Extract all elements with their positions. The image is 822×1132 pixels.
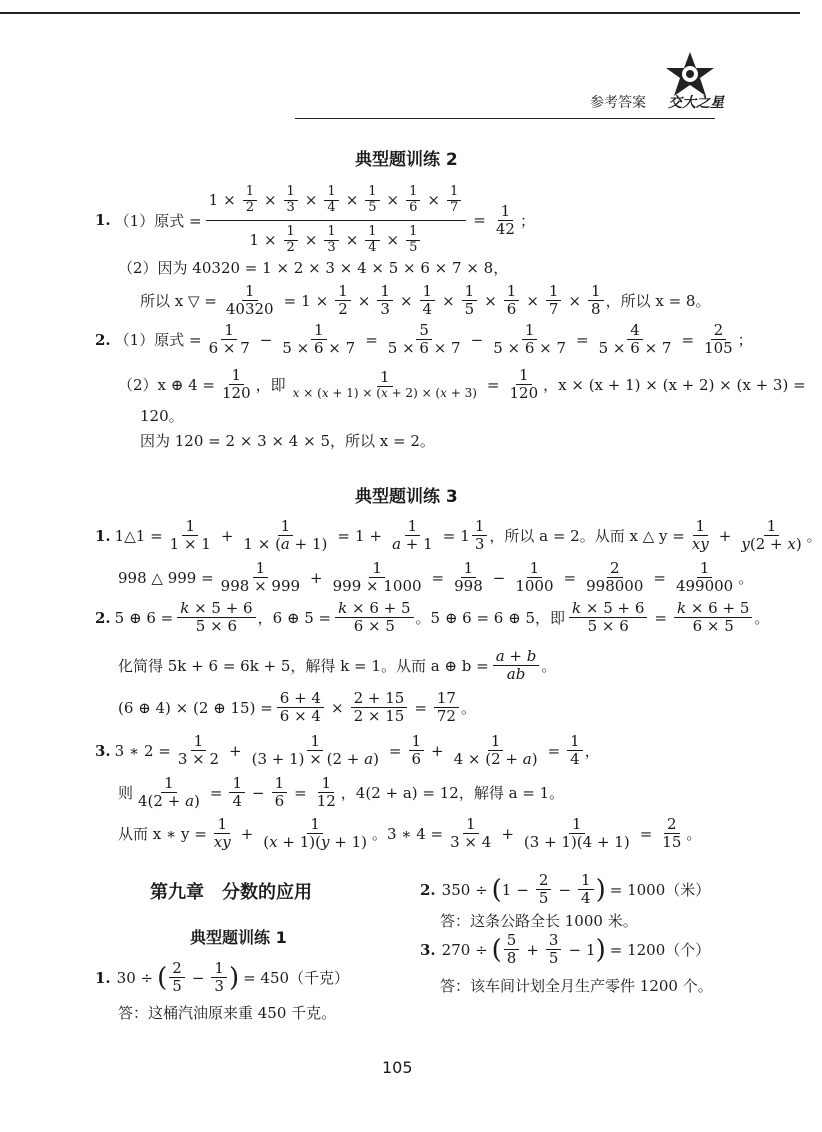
problem-number: 1. [95, 526, 111, 545]
line1-prefix: 3 ∗ 2 = [114, 741, 171, 760]
problem-number: 1. [95, 211, 111, 230]
star-logo-icon [660, 50, 720, 98]
s3-p3-line1: 3. 3 ∗ 2 = $\frac{1}{3 \times 2}$ + $\frac{1}{(3 + 1) \times (2 + a)}$ = $\frac{1}{6}$ + $\frac{1}{4 \times (2 + a)}$ = $\frac{1}{4}$ ， [95, 732, 600, 769]
line2-suffix: ，4(2 + a) = 12，解得 a = 1。 [340, 784, 565, 803]
ch9-q3-answer: 答：该车间计划全月生产零件 1200 个。 [440, 977, 713, 995]
s2-p2-line3: 因为 120 = 2 × 3 × 4 × 5，所以 x = 2。 [140, 432, 435, 450]
s3-p2-line3: (6 ⊕ 4) × (2 ⊕ 15) = $\frac{6 + 4}{6 \times 4}$ × $\frac{2 + 15}{2 \times 15}$ = $\frac{17}{72}$ 。 [118, 689, 476, 726]
chapter-title: 第九章 分数的应用 [150, 882, 312, 903]
big-fraction: 1 × $\frac{1}{2}$ × $\frac{1}{3}$ × $\frac{1}{4}$ × $\frac{1}{5}$ × $\frac{1}{6}$ × $\frac{1}{7}$ 1 × $\frac{1}{2}$ × $\frac{1}{3}$ × $\frac{1}{4}$ × $\frac{1}{5}$ [206, 185, 467, 256]
s2-p2-line2: 120。 [140, 407, 184, 425]
ch9-q3-line: 3. 270 ÷ ( $\frac{5}{8}$ + $\frac{3}{5}$ − 1 ) = 1200（个） [420, 931, 711, 968]
line2-prefix: 998 △ 999 = [118, 568, 214, 587]
ch9-q2-line: 2. 350 ÷ ( 1 − $\frac{2}{5}$ − $\frac{1}{4}$ ) = 1000（米） [420, 871, 711, 908]
s3-p1-line2: 998 △ 999 = $\frac{1}{998 \times 999}$ + $\frac{1}{999 \times 1000}$ = $\frac{1}{998}$ − $\frac{1}{1000}$ = $\frac{2}{998000}$ = $\frac{1}{499000}$ 。 [118, 559, 754, 596]
line1-mid: ，所以 a = 2。从而 x △ y = [489, 527, 685, 546]
header-section-label: 参考答案 [590, 95, 646, 111]
s2-p1-part1: 1. （1）原式 = 1 × $\frac{1}{2}$ × $\frac{1}{3}$ × $\frac{1}{4}$ × $\frac{1}{5}$ × $\frac{1}{6}$ × $\frac{1}{7}$ 1 × $\frac{1}{2}$ × $\frac{1}{3}$ × $\frac{1}{4}$ × $\frac{1}{5}$ = $\frac{1}{42}$ ； [95, 184, 535, 255]
section-title-s2: 典型题训练 2 [355, 150, 458, 170]
line3-prefix: (6 ⊕ 4) × (2 ⊕ 15) = [118, 698, 273, 717]
s2-p2-part2: （2）x ⊕ 4 = $\frac{1}{120}$ ，即 $\frac{1}{x \times (x + 1) \times (x + 2) \times (x + 3)}$ = $\frac{1}{120}$ ，x × (x + 1) × (x + 2) × (x + 3) = [118, 366, 806, 403]
ch9-q1-answer: 答：这桶汽油原来重 450 千克。 [118, 1004, 337, 1022]
header-rule [295, 118, 715, 119]
problem-number: 2. [95, 330, 111, 349]
line1-mid2: 。5 ⊕ 6 = 6 ⊕ 5，即 [415, 609, 566, 628]
problem-number: 1. [95, 968, 111, 987]
line3-prefix: 从而 x ∗ y = [118, 825, 207, 844]
part2-prefix: 所以 x ▽ = [140, 292, 217, 311]
part2-suffix: ，所以 x = 8。 [605, 292, 711, 311]
brand-text: 交大之星 [668, 95, 724, 111]
s3-p2-line1: 2. 5 ⊕ 6 = $\frac{k \times 5 + 6}{5 \times 6}$ ，6 ⊕ 5 = $\frac{k \times 6 + 5}{6 \times 5}$ 。5 ⊕ 6 = 6 ⊕ 5，即 $\frac{k \times 5 + 6}{5 \times 6}$ = $\frac{k \times 6 + 5}{6 \times 5}$ 。 [95, 599, 770, 636]
problem-number: 3. [420, 940, 436, 959]
line2-prefix: 则 [118, 784, 134, 803]
s2-p1-part2-line2: 所以 x ▽ = $\frac{1}{40320}$ = 1 × $\frac{1}{2}$ × $\frac{1}{3}$ × $\frac{1}{4}$ × $\frac{1}{5}$ × $\frac{1}{6}$ × $\frac{1}{7}$ × $\frac{1}{8}$ ，所以 x = 8。 [140, 282, 711, 319]
ch9-q1-line: 1. 30 ÷ ( $\frac{2}{5}$ − $\frac{1}{3}$ ) = 450（千克） [95, 959, 350, 996]
subsection-title: 典型题训练 1 [190, 928, 287, 947]
result-denominator: 42 [495, 219, 515, 238]
s3-p3-line2: 则 $\frac{1}{4(2 + a)}$ = $\frac{1}{4}$ − $\frac{1}{6}$ = $\frac{1}{12}$ ，4(2 + a) = 12，解得 a = 1。 [118, 774, 565, 811]
problem-number: 2. [420, 880, 436, 899]
page-number: 105 [382, 1058, 413, 1077]
s2-p2-part1: 2. （1）原式 = $\frac{1}{6 \times 7}$ − $\frac{1}{5 \times 6 \times 7}$ = $\frac{5}{5 \times 6 \times 7}$ − $\frac{1}{5 \times 6 \times 7}$ = $\frac{4}{5 \times 6 \times 7}$ = $\frac{2}{105}$ ； [95, 321, 753, 358]
problem-number: 3. [95, 741, 111, 760]
part-label: （2）x ⊕ 4 = [118, 376, 215, 395]
q1-suffix: = 450（千克） [243, 969, 350, 988]
part-label: （1）原式 = [114, 211, 202, 230]
q3-suffix: = 1200（个） [609, 941, 711, 960]
line1-prefix: 5 ⊕ 6 = [114, 608, 174, 627]
q2-prefix: 350 ÷ [441, 880, 488, 899]
q2-suffix: = 1000（米） [609, 881, 711, 900]
problem-number: 2. [95, 608, 111, 627]
s3-p1-line1: 1. 1△1 = $\frac{1}{1 \times 1}$ + $\frac{1}{1 \times (a + 1)}$ = 1 + $\frac{1}{a + 1}$ = 1 $\frac{1}{3}$ ，所以 a = 2。从而 x △ y = $\frac{1}{xy}$ + $\frac{1}{y(2 + x)}$ 。 [95, 517, 822, 554]
s2-p1-part2-line1: （2）因为 40320 = 1 × 2 × 3 × 4 × 5 × 6 × 7 × 8， [118, 259, 509, 277]
line3-mid: 。3 ∗ 4 = [371, 825, 444, 844]
q3-prefix: 270 ÷ [441, 940, 488, 959]
part2-tail: ，x × (x + 1) × (x + 2) × (x + 3) = [543, 376, 806, 395]
top-border [0, 12, 800, 14]
result-numerator: 1 [498, 203, 514, 221]
s3-p2-line2: 化简得 5k + 6 = 6k + 5，解得 k = 1。从而 a ⊕ b = $\frac{a + b}{ab}$ 。 [118, 647, 557, 684]
part-label: （1）原式 = [114, 331, 202, 350]
section-title-s3: 典型题训练 3 [355, 487, 458, 507]
ch9-q2-answer: 答：这条公路全长 1000 米。 [440, 912, 638, 930]
q1-prefix: 30 ÷ [116, 968, 154, 987]
line2-text: 化简得 5k + 6 = 6k + 5，解得 k = 1。从而 a ⊕ b = [118, 657, 489, 676]
s3-p3-line3: 从而 x ∗ y = $\frac{1}{xy}$ + $\frac{1}{(x + 1)(y + 1)}$ 。3 ∗ 4 = $\frac{1}{3 \times 4}$ + $\frac{1}{(3 + 1)(4 + 1)}$ = $\frac{2}{15}$ 。 [118, 815, 702, 852]
line1-mid1: ，6 ⊕ 5 = [257, 609, 332, 628]
